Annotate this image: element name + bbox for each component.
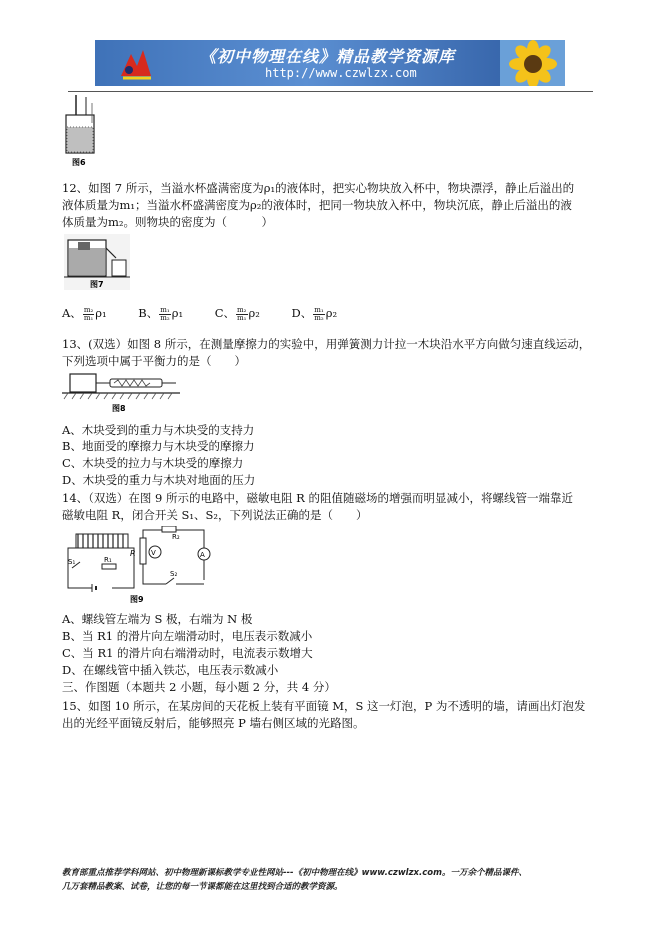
figure-9 xyxy=(62,526,214,606)
q13-line1: 13、(双选）如图 8 所示，在测量摩擦力的实验中，用弹簧测力计拉一木块沿水平方向做匀速直线运动， xyxy=(62,337,591,351)
banner-title: 《初中物理在线》精品教学资源库 xyxy=(200,47,456,66)
figure-9-s1-label: S₁ xyxy=(68,558,76,566)
q12-options xyxy=(62,305,365,322)
q12-option-c[interactable]: C、 $\frac{\text{m₂}}{\text{m₁}}$ ρ₂ xyxy=(214,305,260,322)
figure-8-caption: 图8 xyxy=(112,404,126,413)
header-rule xyxy=(68,91,593,92)
q12-line3: 体质量为m₂。则物块的密度为（ ） xyxy=(62,215,274,229)
q12-option-b[interactable]: B、 $\frac{\text{m₁}}{\text{m₂}}$ ρ₁ xyxy=(138,305,184,322)
q13-option-c[interactable]: C、木块受的拉力与木块受的摩擦力 xyxy=(62,456,244,470)
figure-9-r1-label: R₁ xyxy=(104,556,112,564)
q12-option-a[interactable]: A、 $\frac{\text{m₂}}{\text{m₁}}$ ρ₁ xyxy=(62,305,107,322)
q13-option-d[interactable]: D、木块受的重力与木块对地面的压力 xyxy=(62,473,256,487)
figure-9-s2-label: S₂ xyxy=(170,570,178,578)
q12-line1: 12、如图 7 所示，当溢水杯盛满密度为ρ₁的液体时，把实心物块放入杯中，物块漂浮，静止后溢出的 xyxy=(62,181,575,195)
q13-option-a[interactable]: A、木块受到的重力与木块受的支持力 xyxy=(62,423,255,437)
header-banner xyxy=(95,40,565,86)
q15-line1: 15、如图 10 所示，在某房间的天花板上装有平面镜 M，S 这一灯泡，P 为不透明的墙，请画出灯泡发 xyxy=(62,699,586,713)
figure-8 xyxy=(62,368,180,416)
q14-option-c[interactable]: C、当 R1 的滑片向右端滑动时，电流表示数增大 xyxy=(62,646,313,660)
figure-7-caption: 图7 xyxy=(90,280,104,289)
q12-line2: 液体质量为m₁；当溢水杯盛满密度为ρ₂的液体时，把同一物块放入杯中，物块沉底，静止后溢出的液 xyxy=(62,198,572,212)
figure-9-r-label: R xyxy=(130,549,136,558)
banner-url: http://www.czwlzx.com xyxy=(265,66,417,80)
site-logo-icon xyxy=(117,46,157,82)
q12-option-d[interactable]: D、 $\frac{\text{m₁}}{\text{m₂}}$ ρ₂ xyxy=(291,305,338,322)
q13-option-b[interactable]: B、地面受的摩擦力与木块受的摩擦力 xyxy=(62,439,255,453)
footer-line2: 几万套精品教案、试卷，让您的每一节课都能在这里找到合适的教学资源。 xyxy=(62,882,343,892)
figure-9-r2-label: R₂ xyxy=(172,533,180,541)
q14-option-b[interactable]: B、当 R1 的滑片向左端滑动时，电压表示数减小 xyxy=(62,629,313,643)
footer-line1: 教育部重点推荐学科网站、初中物理新课标教学专业性网站---《初中物理在线》www.czwlzx.com。一万余个精品课件、 xyxy=(62,868,527,878)
q14-line1: 14、（双选）在图 9 所示的电路中，磁敏电阻 R 的阻值随磁场的增强而明显减小，将螺线管一端靠近 xyxy=(62,491,573,505)
figure-7 xyxy=(62,232,132,292)
sunflower-image xyxy=(500,40,565,86)
q13-line2: 下列选项中属于平衡力的是（ ） xyxy=(62,354,246,368)
figure-9-ammeter-label: A xyxy=(200,551,205,559)
q15-line2: 出的光经平面镜反射后，能够照亮 P 墙右侧区域的光路图。 xyxy=(62,716,365,730)
q14-option-d[interactable]: D、在螺线管中插入铁芯，电压表示数减小 xyxy=(62,663,279,677)
figure-9-caption: 图9 xyxy=(130,595,144,604)
figure-6-caption: 图6 xyxy=(72,158,86,167)
q14-line2: 磁敏电阻 R，闭合开关 S₁、S₂，下列说法正确的是（ ） xyxy=(62,508,368,522)
q14-option-a[interactable]: A、螺线管左端为 S 极，右端为 N 极 xyxy=(62,612,253,626)
section-3-title: 三、作图题（本题共 2 小题，每小题 2 分，共 4 分） xyxy=(62,680,336,694)
figure-6 xyxy=(62,93,102,169)
figure-9-voltmeter-label: V xyxy=(151,549,156,557)
